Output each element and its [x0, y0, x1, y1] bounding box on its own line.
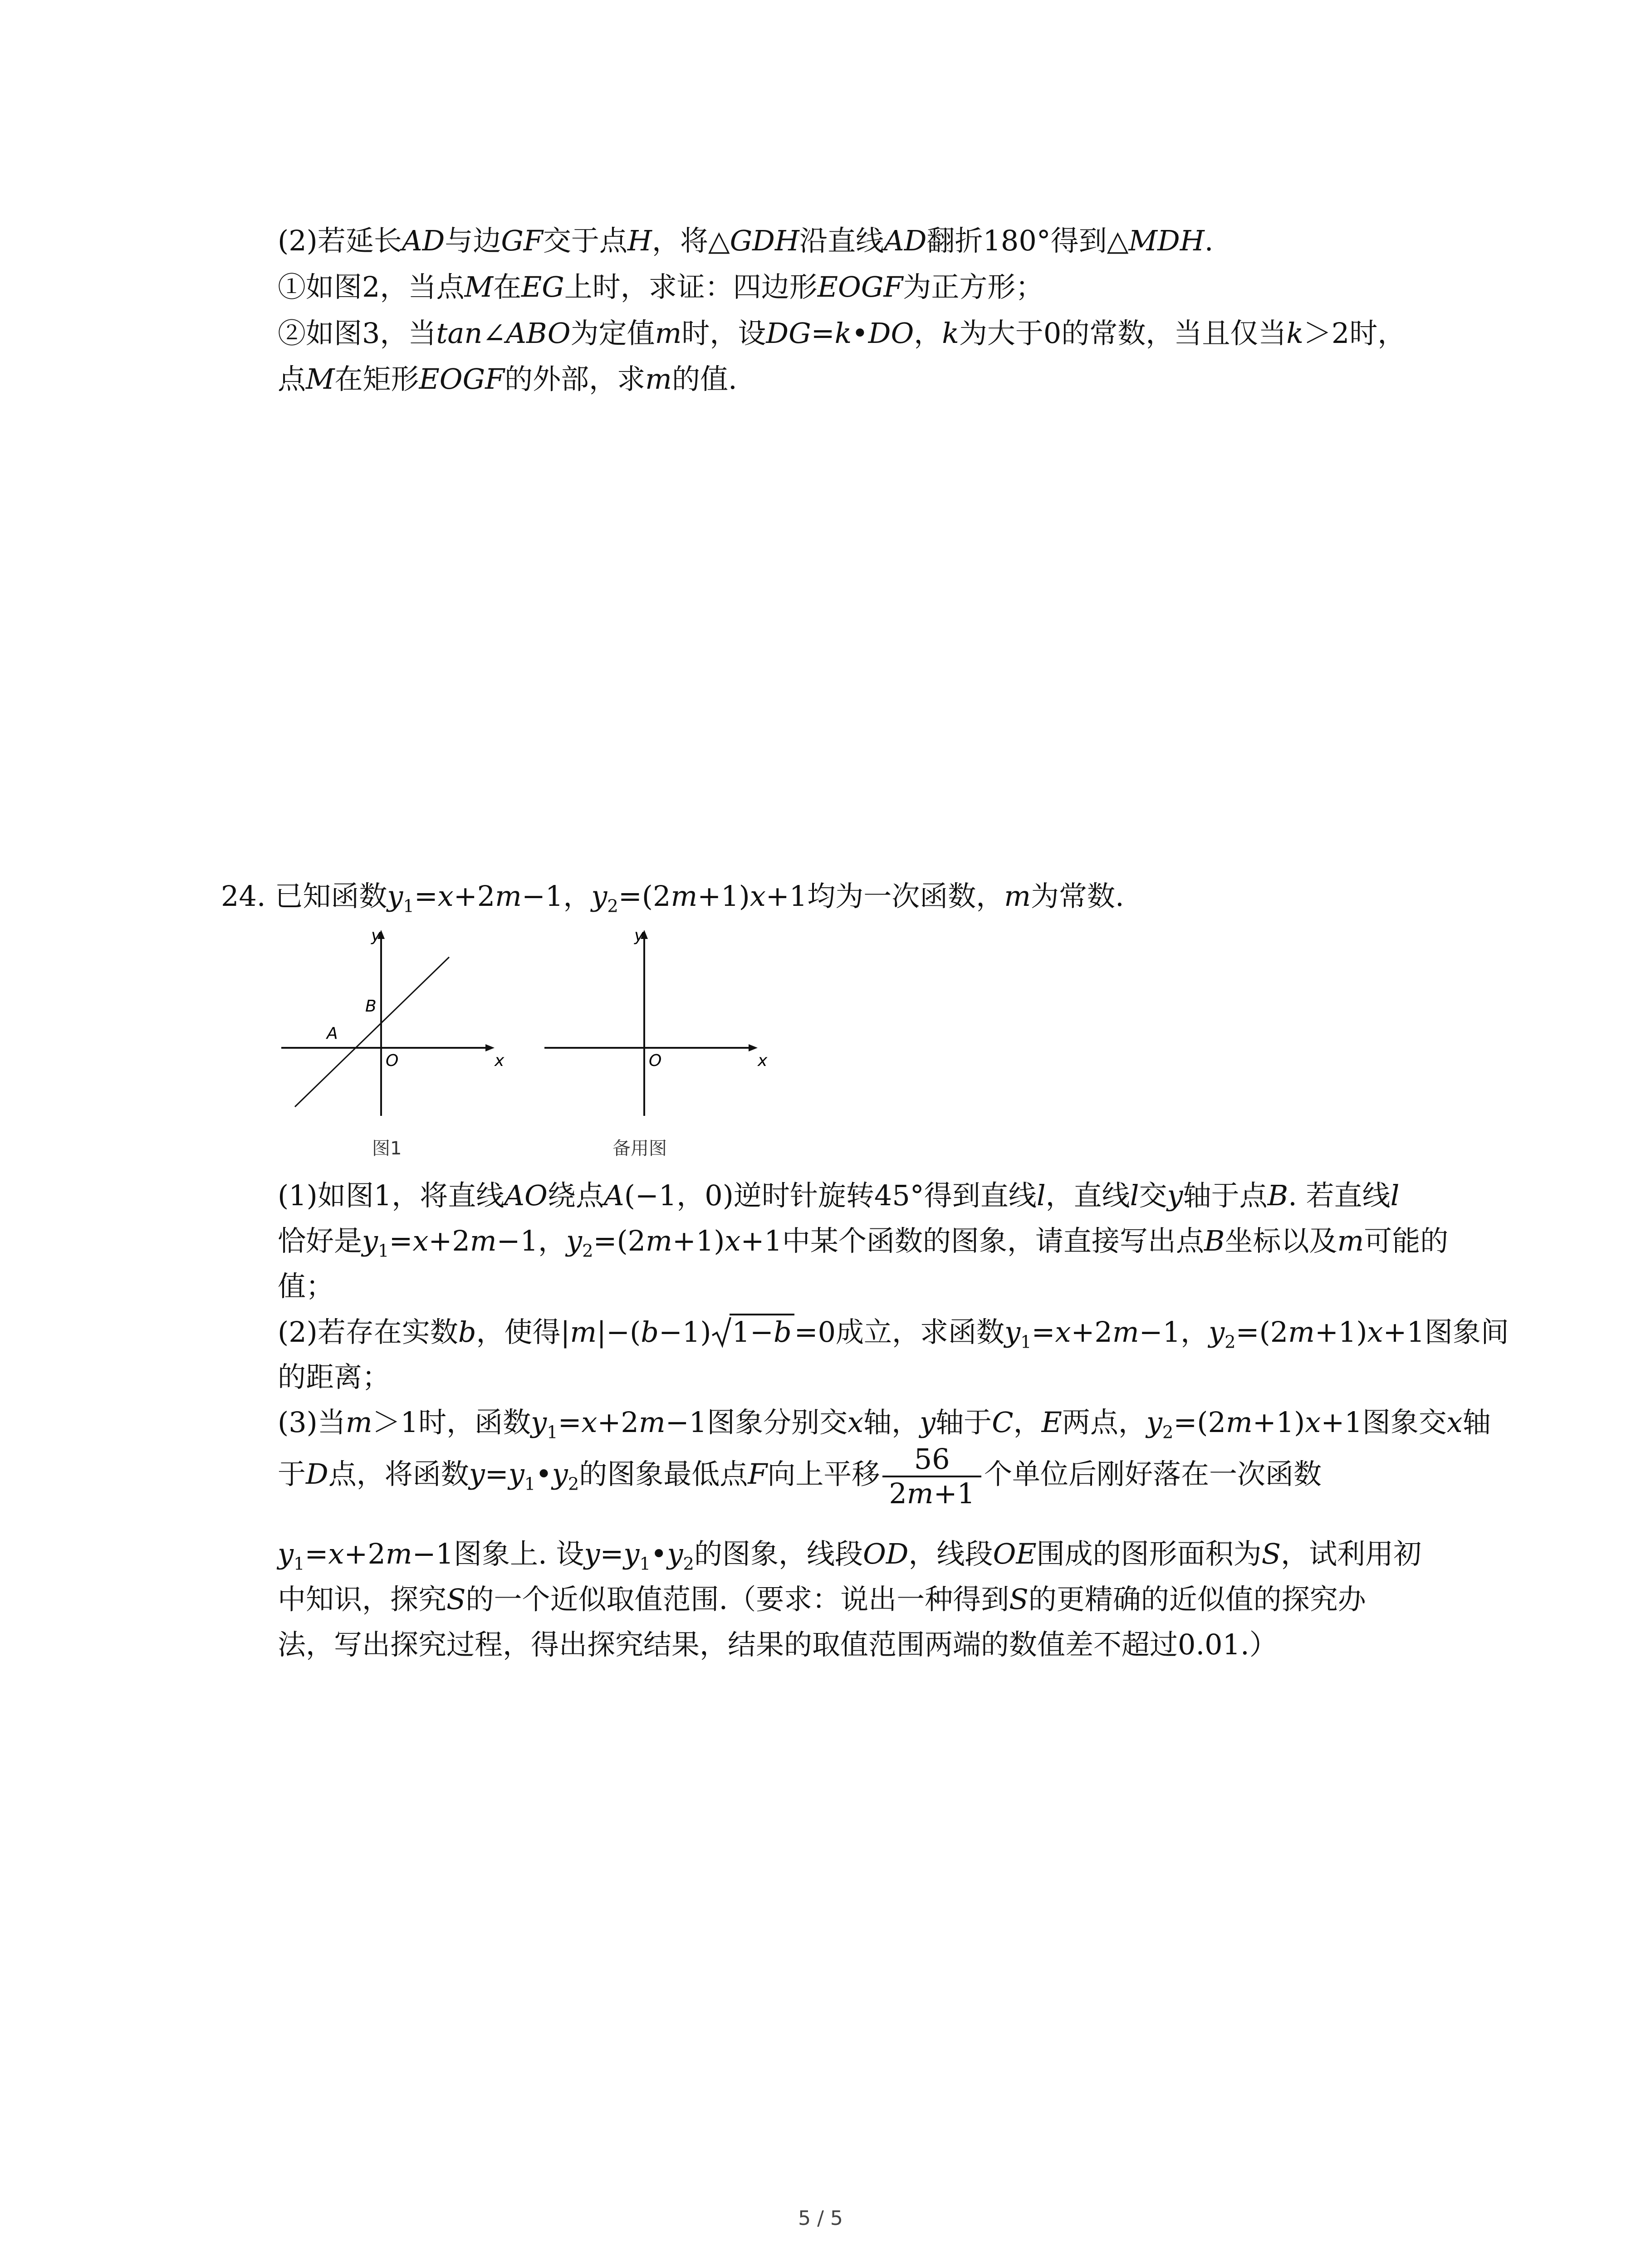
var: x [1446, 1406, 1463, 1439]
text: −1图象分别交 [665, 1406, 848, 1439]
page-number: 5 / 5 [798, 2207, 843, 2230]
var: m [385, 1537, 412, 1570]
figure-backup-caption: 备用图 [612, 1138, 667, 1159]
text: 两点， [1062, 1406, 1146, 1439]
var: l [1036, 1179, 1046, 1212]
text: −1图象上. 设 [412, 1537, 584, 1570]
q24-part2-line2 [278, 1361, 390, 1393]
line-l [295, 957, 449, 1107]
text: 在 [493, 270, 521, 303]
var: x [1367, 1315, 1383, 1349]
label-x: x [758, 1051, 768, 1070]
text: ，线段 [908, 1537, 993, 1570]
text: +2 [428, 1224, 470, 1257]
label-y: y [371, 926, 381, 945]
var-M: M [306, 362, 335, 396]
var-y: y [387, 880, 403, 913]
text: 交 [1139, 1179, 1167, 1212]
var: AO [504, 1179, 548, 1212]
text: +1) [1252, 1406, 1305, 1439]
text: . [1204, 224, 1214, 257]
text: (−1，0)逆时针旋转45°得到直线 [624, 1179, 1037, 1212]
text: +1图象间 [1383, 1315, 1509, 1349]
var-x: x [749, 880, 766, 913]
q23-part2-line [278, 225, 1213, 257]
figure-backup [535, 925, 771, 1129]
text: ， [914, 317, 942, 350]
text: −1， [1139, 1315, 1209, 1349]
var-AD: AD [883, 224, 927, 257]
var-y: y [591, 880, 607, 913]
var: m [1225, 1406, 1253, 1439]
var: x [328, 1537, 344, 1570]
var: y [584, 1537, 600, 1570]
x-axis-arrow [749, 1044, 758, 1051]
var: S [1009, 1583, 1029, 1616]
subscript: 2 [683, 1554, 694, 1574]
text: 绕点 [547, 1179, 604, 1212]
var: C [992, 1406, 1014, 1439]
var: x [1055, 1315, 1071, 1349]
subscript: 1 [524, 1474, 536, 1495]
var: m [1337, 1224, 1364, 1257]
var: y [508, 1457, 524, 1491]
var: y [1004, 1315, 1021, 1349]
var: E [1041, 1406, 1062, 1439]
var-m: m [671, 880, 698, 913]
var: B [1267, 1179, 1288, 1212]
text: = [600, 1537, 624, 1570]
q24-part1-line2 [278, 1224, 1449, 1261]
text: • [650, 1537, 667, 1570]
text: +1) [672, 1224, 725, 1257]
var-k: k [834, 317, 852, 350]
text: ＞2时， [1303, 317, 1406, 350]
text: 的外部，求 [505, 362, 646, 396]
text: 为正方形； [903, 270, 1044, 303]
subscript: 1 [378, 1241, 389, 1261]
text: = [414, 880, 438, 913]
text: = [485, 1457, 509, 1491]
var: y [362, 1224, 378, 1257]
var: l [1390, 1179, 1400, 1212]
text: +2 [453, 880, 495, 913]
var: x [581, 1406, 598, 1439]
text: (3)当 [278, 1406, 346, 1439]
var: y [469, 1457, 485, 1491]
text: |−( [597, 1315, 641, 1349]
text: (2)若延长 [278, 224, 402, 257]
q24-part2-line1 [278, 1315, 1509, 1353]
var-k: k [1286, 317, 1303, 350]
var-MDH: MDH [1128, 224, 1205, 257]
var: b [641, 1315, 659, 1349]
q23-sub1-line [278, 271, 1043, 303]
var: y [552, 1457, 568, 1491]
text: . 若直线 [1288, 1179, 1391, 1212]
subscript: 1 [547, 1422, 558, 1443]
text: 中知识，探究 [278, 1583, 447, 1616]
text: ＞1时，函数 [372, 1406, 531, 1439]
var: m [345, 1406, 372, 1439]
text: 已知函数 [274, 880, 387, 913]
var: OD [862, 1537, 909, 1570]
text: =(2 [593, 1224, 646, 1257]
var: m [470, 1224, 497, 1257]
subscript: 2 [582, 1241, 593, 1261]
text: ，使得| [476, 1315, 570, 1349]
radical-sign [711, 1315, 731, 1348]
text: 时，设 [681, 317, 766, 350]
text: 轴于 [936, 1406, 992, 1439]
text: =(2 [1235, 1315, 1288, 1349]
label-x: x [495, 1051, 505, 1070]
angle-symbol: ∠ [482, 317, 506, 350]
var: y [566, 1224, 583, 1257]
text: = [811, 317, 835, 350]
var: l [1130, 1179, 1139, 1212]
var: b [773, 1315, 792, 1349]
var-DO: DO [868, 317, 914, 350]
var-DG: DG [766, 317, 811, 350]
var: m [1288, 1315, 1315, 1349]
var-m: m [495, 880, 522, 913]
var: S [1261, 1537, 1281, 1570]
var: y [920, 1406, 936, 1439]
text: 的一个近似取值范围.（要求：说出一种得到 [465, 1583, 1009, 1616]
text: ，将△ [652, 224, 730, 257]
text: = [558, 1406, 582, 1439]
text: = [304, 1537, 328, 1570]
text: 恰好是 [278, 1224, 362, 1257]
var: A [603, 1179, 624, 1212]
text: 为常数. [1031, 880, 1124, 913]
var-GDH: GDH [730, 224, 799, 257]
text: 值； [278, 1270, 334, 1303]
q24-part3-line3 [278, 1537, 1422, 1574]
text: 个单位后刚好落在一次函数 [984, 1457, 1322, 1491]
text: 为定值 [570, 317, 655, 350]
figure-1 [272, 925, 508, 1129]
var-m: m [655, 317, 682, 350]
text: (1)如图1，将直线 [278, 1179, 505, 1212]
text: +2 [597, 1406, 639, 1439]
var: S [446, 1583, 466, 1616]
text: 为大于0的常数，当且仅当 [959, 317, 1287, 350]
var-AD: AD [402, 224, 445, 257]
text: 轴于点 [1183, 1179, 1268, 1212]
var-EOGF: EOGF [817, 270, 903, 303]
text: 向上平移 [767, 1457, 880, 1491]
text: ， [1013, 1406, 1042, 1439]
text: 交于点 [543, 224, 627, 257]
text: 的更精确的近似值的探究办 [1028, 1583, 1366, 1616]
var-GF: GF [501, 224, 543, 257]
var: y [278, 1537, 294, 1570]
subscript: 2 [1225, 1332, 1236, 1353]
text: 与边 [445, 224, 501, 257]
denominator [882, 1476, 981, 1510]
text: ，直线 [1045, 1179, 1130, 1212]
var: m [638, 1406, 666, 1439]
var: x [847, 1406, 864, 1439]
text: • [852, 317, 868, 350]
var: b [458, 1315, 476, 1349]
text: +1) [1314, 1315, 1367, 1349]
text: −1， [496, 1224, 567, 1257]
figure-1-caption: 图1 [372, 1138, 402, 1159]
q24-part1-line1 [278, 1179, 1399, 1212]
text: 在矩形 [334, 362, 419, 396]
figure-backup-graph [535, 925, 771, 1129]
fraction [882, 1443, 981, 1510]
question-number: 24. [221, 880, 266, 913]
text: +1均为一次函数， [765, 880, 1004, 913]
text: 点 [278, 362, 306, 396]
subscript: 1 [1020, 1332, 1032, 1353]
var: m [646, 1224, 672, 1257]
subscript: 1 [639, 1554, 651, 1574]
x-axis-arrow [485, 1044, 495, 1051]
q24-part3-line1 [278, 1406, 1491, 1443]
subscript: 1 [403, 896, 414, 917]
q24-part3-line4 [278, 1583, 1366, 1616]
text: 可能的 [1364, 1224, 1449, 1257]
label-B: B [365, 997, 377, 1016]
label-O: O [386, 1051, 399, 1070]
var: y [531, 1406, 547, 1439]
var: y [1167, 1179, 1183, 1212]
tan: tan [436, 317, 483, 350]
var-M: M [464, 270, 493, 303]
var: F [748, 1457, 768, 1491]
var: OE [993, 1537, 1037, 1570]
text: −1， [521, 880, 592, 913]
subscript: 2 [568, 1474, 579, 1495]
text: =0成立，求函数 [794, 1315, 1005, 1349]
radicand [730, 1314, 794, 1349]
text: 2 [889, 1476, 907, 1510]
var-m: m [1004, 880, 1031, 913]
label-A: A [327, 1024, 338, 1043]
text: • [535, 1457, 552, 1491]
text: ①如图2，当点 [278, 270, 465, 303]
text: 沿直线 [799, 224, 884, 257]
var: x [412, 1224, 429, 1257]
var: B [1204, 1224, 1225, 1257]
text: 法，写出探究过程，得出探究结果，结果的取值范围两端的数值差不超过0.01.） [278, 1628, 1278, 1661]
text: +1) [697, 880, 750, 913]
text: (2)若存在实数 [278, 1315, 458, 1349]
square-root [711, 1315, 794, 1349]
text: ②如图3，当 [278, 317, 436, 350]
var: m [1112, 1315, 1139, 1349]
var-H: H [627, 224, 652, 257]
text: 的图象，线段 [694, 1537, 863, 1570]
q24-part1-line3 [278, 1270, 334, 1303]
var-k: k [942, 317, 959, 350]
text: +1图象交 [1321, 1406, 1447, 1439]
label-y: y [634, 926, 644, 945]
q24-stem [221, 880, 1124, 917]
var: m [906, 1476, 934, 1510]
var: x [1305, 1406, 1321, 1439]
var-x: x [437, 880, 454, 913]
text: 上时，求证：四边形 [564, 270, 818, 303]
text: −1) [658, 1315, 711, 1349]
var: x [725, 1224, 741, 1257]
text: 翻折180°得到△ [926, 224, 1129, 257]
var: y [1209, 1315, 1225, 1349]
q24-part3-line2 [278, 1440, 1322, 1510]
text: 的图象最低点 [579, 1457, 748, 1491]
text: +2 [344, 1537, 386, 1570]
text: 的距离； [278, 1360, 391, 1393]
subscript: 1 [294, 1554, 305, 1574]
text: =(2 [618, 880, 671, 913]
label-O: O [649, 1051, 662, 1070]
text: = [389, 1224, 413, 1257]
text: 1− [732, 1315, 774, 1349]
numerator: 56 [914, 1442, 950, 1476]
text: +1中某个函数的图象，请直接写出点 [740, 1224, 1204, 1257]
text: 轴， [863, 1406, 920, 1439]
var-ABO: ABO [506, 317, 571, 350]
var-EOGF: EOGF [419, 362, 505, 396]
text: 坐标以及 [1225, 1224, 1337, 1257]
text: +2 [1071, 1315, 1112, 1349]
var: D [306, 1457, 328, 1491]
text: +1 [933, 1476, 975, 1510]
text: 轴 [1462, 1406, 1491, 1439]
text: 点，将函数 [328, 1457, 469, 1491]
var: y [623, 1537, 640, 1570]
subscript: 2 [607, 896, 618, 917]
q23-sub2-line2 [278, 363, 737, 396]
var: m [570, 1315, 597, 1349]
text: = [1031, 1315, 1055, 1349]
text: ，试利用初 [1281, 1537, 1422, 1570]
text: =(2 [1173, 1406, 1226, 1439]
figure-1-graph [272, 925, 508, 1129]
subscript: 2 [1162, 1422, 1174, 1443]
var: y [1146, 1406, 1162, 1439]
var-m: m [645, 362, 672, 396]
q23-sub2-line1 [278, 317, 1406, 350]
var: y [667, 1537, 683, 1570]
q24-part3-line5 [278, 1628, 1278, 1661]
var-EG: EG [521, 270, 564, 303]
text: 的值. [671, 362, 737, 396]
text: 围成的图形面积为 [1036, 1537, 1262, 1570]
text: 于 [278, 1457, 306, 1491]
